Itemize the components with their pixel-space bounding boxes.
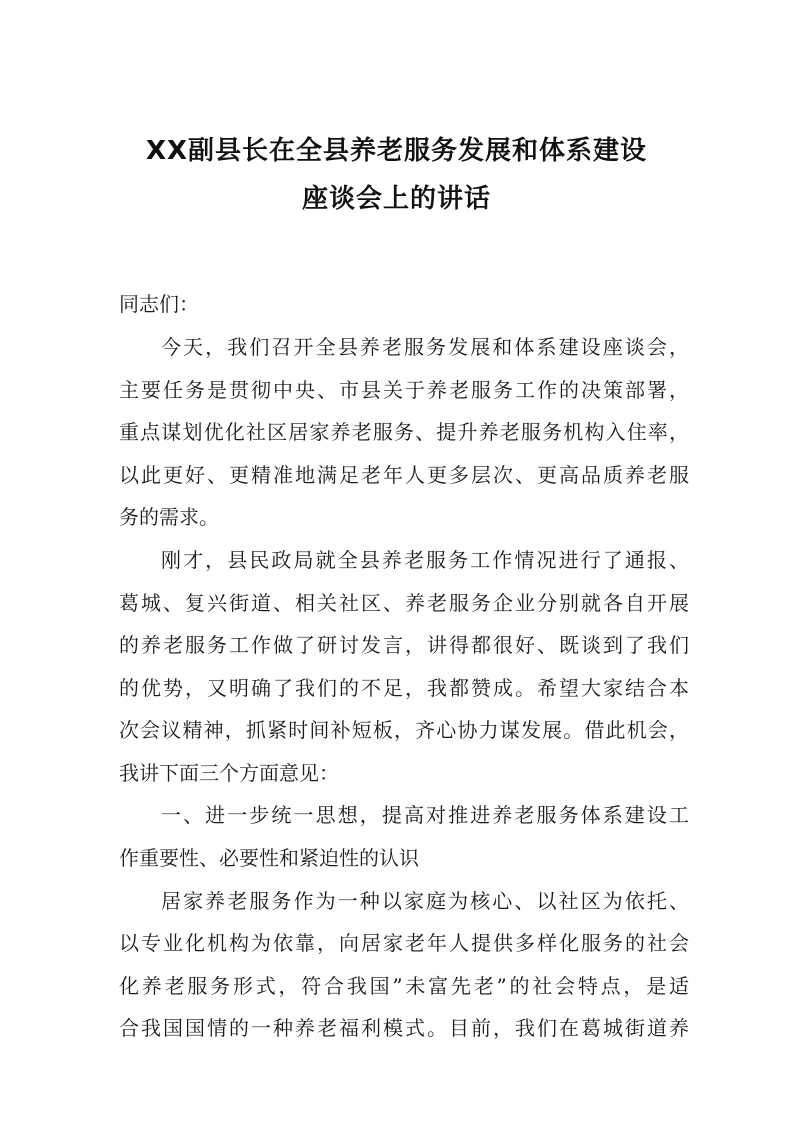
salutation: 同志们： [119,292,199,316]
paragraph-line: 以专业化机构为依靠，向居家老年人提供多样化服务的社会 [119,931,689,955]
section-heading-line: 作重要性、必要性和紧迫性的认识 [119,846,419,870]
paragraph-line: 今天，我们召开全县养老服务发展和体系建设座谈会， [161,335,689,359]
paragraph-line: 次会议精神，抓紧时间补短板，齐心协力谋发展。借此机会， [119,718,689,742]
paragraph-line: 我讲下面三个方面意见： [119,761,339,785]
section-heading-line: 一、进一步统一思想，提高对推进养老服务体系建设工 [161,803,689,827]
paragraph-line: 化养老服务形式，符合我国”未富先老”的社会特点，是适 [119,974,689,998]
paragraph-line: 以此更好、更精准地满足老年人更多层次、更高品质养老服 [119,463,689,487]
paragraph-line: 重点谋划优化社区居家养老服务、提升养老服务机构入住率， [119,420,689,444]
paragraph-line: 务的需求。 [119,505,219,529]
paragraph-line: 刚才，县民政局就全县养老服务工作情况进行了通报、 [161,548,689,572]
paragraph-line: 居家养老服务作为一种以家庭为核心、以社区为依托、 [161,889,689,913]
paragraph-line: 合我国国情的一种养老福利模式。目前，我们在葛城街道养 [119,1016,689,1040]
paragraph-line: 的养老服务工作做了研讨发言，讲得都很好、既谈到了我们 [119,633,689,657]
paragraph-line: 的优势，又明确了我们的不足，我都赞成。希望大家结合本 [119,676,689,700]
document-title-line-2: 座谈会上的讲话 [301,184,491,214]
paragraph-line: 葛城、复兴街道、相关社区、养老服务企业分别就各自开展 [119,591,689,615]
document-title-line-1: XX副县长在全县养老服务发展和体系建设 [145,136,648,166]
paragraph-line: 主要任务是贯彻中央、市县关于养老服务工作的决策部署， [119,378,689,402]
